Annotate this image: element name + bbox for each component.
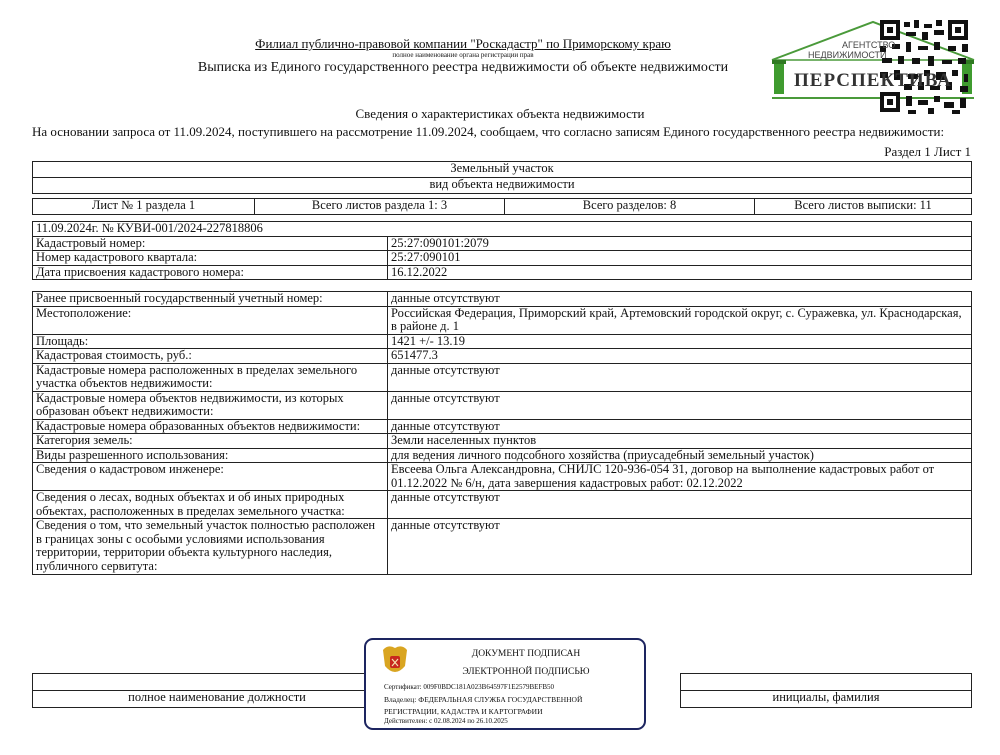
total-sheets: Всего листов выписки: 11	[755, 199, 972, 215]
row-label: Виды разрешенного использования:	[33, 448, 388, 463]
row-value: данные отсутствуют	[388, 292, 972, 307]
row-label: Кадастровый номер:	[33, 236, 388, 251]
details-table	[32, 291, 972, 575]
logo-line1: АГЕНТСТВО	[842, 40, 896, 50]
section-title: Сведения о характеристиках объекта недвижимости	[355, 106, 645, 121]
table-row	[33, 419, 972, 434]
row-value: 25:27:090101	[388, 251, 972, 266]
row-value: данные отсутствуют	[388, 519, 972, 575]
table-row	[33, 265, 972, 280]
table-row	[33, 236, 972, 251]
table-row	[33, 463, 972, 491]
table-row	[33, 349, 972, 364]
row-value: для ведения личного подсобного хозяйства (приусадебный земельный участок)	[388, 448, 972, 463]
table-row	[33, 448, 972, 463]
row-label: Ранее присвоенный государственный учетный номер:	[33, 292, 388, 307]
row-value: Земли населенных пунктов	[388, 434, 972, 449]
stamp-line1: ДОКУМЕНТ ПОДПИСАН	[471, 649, 581, 659]
name-caption: инициалы, фамилия	[681, 691, 972, 708]
table-row	[33, 519, 972, 575]
row-label: Кадастровые номера объектов недвижимости, из которых образован объект недвижимости:	[33, 391, 388, 419]
row-value: данные отсутствуют	[388, 391, 972, 419]
total-section-sheets: Всего листов раздела 1: 3	[255, 199, 505, 215]
row-value: 651477.3	[388, 349, 972, 364]
row-label: Категория земель:	[33, 434, 388, 449]
section-sheet-label: Раздел 1 Лист 1	[884, 144, 971, 159]
row-value: 1421 +/- 13.19	[388, 334, 972, 349]
electronic-signature-stamp	[364, 638, 646, 730]
stamp-owner-line1: Владелец: ФЕДЕРАЛЬНАЯ СЛУЖБА ГОСУДАРСТВЕННОЙ	[384, 695, 583, 704]
object-type: Земельный участок	[33, 162, 972, 178]
record-number: 11.09.2024г. № КУВИ-001/2024-227818806	[33, 222, 972, 237]
logo-brand: ПЕРСПЕКТИВА	[794, 70, 952, 91]
row-label: Кадастровые номера расположенных в пределах земельного участка объектов недвижимости:	[33, 363, 388, 391]
row-label: Номер кадастрового квартала:	[33, 251, 388, 266]
row-label: Сведения о кадастровом инженере:	[33, 463, 388, 491]
table-row	[33, 434, 972, 449]
row-label: Площадь:	[33, 334, 388, 349]
row-value: данные отсутствуют	[388, 491, 972, 519]
total-sections: Всего разделов: 8	[505, 199, 755, 215]
position-caption: полное наименование должности	[33, 691, 402, 708]
stamp-line2: ЭЛЕКТРОННОЙ ПОДПИСЬЮ	[462, 667, 590, 677]
record-table	[32, 221, 972, 280]
agency-logo	[768, 18, 978, 118]
organization-name: Филиал публично-правовой компании "Роскадастр" по Приморскому краю	[255, 36, 671, 51]
row-value: Российская Федерация, Приморский край, Артемовский городской округ, с. Суражевка, ул. Краснодарская, в районе д. 1	[388, 306, 972, 334]
table-row	[33, 391, 972, 419]
table-row	[33, 334, 972, 349]
row-label: Дата присвоения кадастрового номера:	[33, 265, 388, 280]
coat-of-arms-icon	[380, 644, 410, 680]
table-row	[33, 491, 972, 519]
row-label: Сведения о лесах, водных объектах и об иных природных объектах, расположенных в пределах земельного участка:	[33, 491, 388, 519]
object-type-table	[32, 161, 972, 194]
row-value: Евсеева Ольга Александровна, СНИЛС 120-936-054 31, договор на выполнение кадастровых работ от 01.12.2022 № 6/н, дата завершения кадастровых работ: 02.12.2022	[388, 463, 972, 491]
row-value: данные отсутствуют	[388, 363, 972, 391]
intro-text: На основании запроса от 11.09.2024, поступившего на рассмотрение 11.09.2024, сообщаем, что согласно записям Единого государственного реестра недвижимости:	[32, 124, 945, 139]
table-row	[33, 363, 972, 391]
row-value: 16.12.2022	[388, 265, 972, 280]
organization-caption: полное наименование органа регистрации прав	[392, 51, 534, 59]
document-title: Выписка из Единого государственного реестра недвижимости об объекте недвижимости	[197, 60, 729, 75]
stamp-owner-line2: РЕГИСТРАЦИИ, КАДАСТРА И КАРТОГРАФИИ	[384, 707, 543, 716]
table-row	[33, 292, 972, 307]
row-value: данные отсутствуют	[388, 419, 972, 434]
object-type-caption: вид объекта недвижимости	[33, 178, 972, 194]
stamp-valid: Действителен: с 02.08.2024 по 26.10.2025	[384, 717, 508, 725]
table-row	[33, 251, 972, 266]
row-label: Кадастровые номера образованных объектов недвижимости:	[33, 419, 388, 434]
row-label: Местоположение:	[33, 306, 388, 334]
table-row	[33, 306, 972, 334]
sheets-table	[32, 198, 972, 215]
sheet-number: Лист № 1 раздела 1	[33, 199, 255, 215]
logo-line2: НЕДВИЖИМОСТИ	[808, 50, 887, 60]
logo-house-icon	[768, 18, 978, 118]
row-label: Кадастровая стоимость, руб.:	[33, 349, 388, 364]
row-value: 25:27:090101:2079	[388, 236, 972, 251]
stamp-certificate: Сертификат: 009F0BDC181A023B64597F1E2579BEFB50	[384, 683, 555, 691]
row-label: Сведения о том, что земельный участок полностью расположен в границах зоны с особыми условиями использования территории, территории объекта культурного наследия, публичного сервитута:	[33, 519, 388, 575]
